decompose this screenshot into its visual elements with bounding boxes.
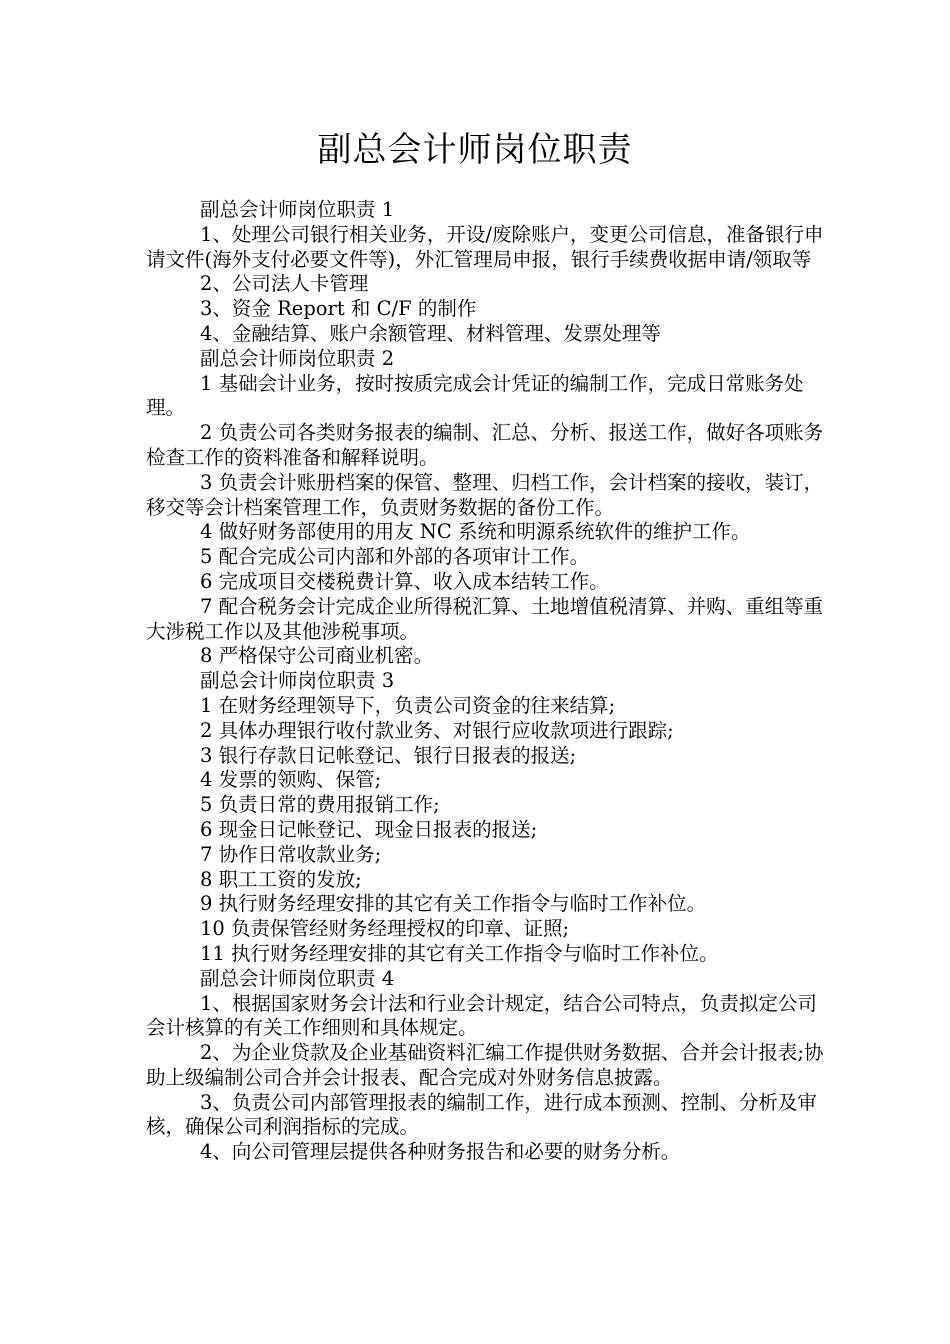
paragraph: 3、负责公司内部管理报表的编制工作，进行成本预测、控制、分析及审核，确保公司利润指标的完成。 xyxy=(146,1090,817,1139)
section-heading-2: 副总会计师岗位职责 2 xyxy=(200,346,395,370)
paragraph: 2、为企业贷款及企业基础资料汇编工作提供财务数据、合并会计报表;协助上级编制公司合并会计报表、配合完成对外财务信息披露。 xyxy=(146,1041,824,1089)
list-item: 3 银行存款日记帐登记、银行日报表的报送; xyxy=(200,743,577,767)
paragraph: 1 基础会计业务，按时按质完成会计凭证的编制工作，完成日常账务处理。 xyxy=(146,371,804,420)
list-item: 4 发票的领购、保管; xyxy=(200,768,382,792)
list-item: 10 负责保管经财务经理授权的印章、证照; xyxy=(200,917,570,941)
section-heading-1: 副总会计师岗位职责 1 xyxy=(200,198,395,221)
paragraph: 1、根据国家财务会计法和行业会计规定，结合公司特点，负责拟定公司会计核算的有关工作细则和具体规定。 xyxy=(146,991,817,1040)
list-item: 2 具体办理银行收付款业务、对银行应收款项进行跟踪; xyxy=(200,718,674,742)
document-body xyxy=(146,198,826,1165)
paragraph: 8 严格保守公司商业机密。 xyxy=(200,644,434,668)
paragraph: 4 做好财务部使用的用友 NC 系统和明源系统软件的维护工作。 xyxy=(200,520,751,544)
paragraph: 2 负责公司各类财务报表的编制、汇总、分析、报送工作，做好各项账务检查工作的资料准备和解释说明。 xyxy=(146,421,824,469)
list-item: 5 负责日常的费用报销工作; xyxy=(200,793,440,817)
document-title: 副总会计师岗位职责 xyxy=(317,130,633,170)
paragraph: 1、处理公司银行相关业务，开设/废除账户，变更公司信息，准备银行申请文件(海外支付必要文件等)，外汇管理局申报，银行手续费收据申请/领取等 xyxy=(146,222,824,271)
paragraph: 6 完成项目交楼税费计算、收入成本结转工作。 xyxy=(200,569,609,593)
list-item: 1 在财务经理领导下，负责公司资金的往来结算; xyxy=(200,693,616,717)
paragraph: 5 配合完成公司内部和外部的各项审计工作。 xyxy=(200,545,590,569)
list-item: 6 现金日记帐登记、现金日报表的报送; xyxy=(200,817,538,841)
paragraph: 4、向公司管理层提供各种财务报告和必要的财务分析。 xyxy=(200,1140,681,1164)
list-item: 7 协作日常收款业务; xyxy=(200,842,382,866)
paragraph: 7 配合税务会计完成企业所得税汇算、土地增值税清算、并购、重组等重大涉税工作以及其他涉税事项。 xyxy=(146,594,824,643)
paragraph: 2、公司法人卡管理 xyxy=(200,272,369,296)
list-item: 8 职工工资的发放; xyxy=(200,867,362,891)
section-heading-3: 副总会计师岗位职责 3 xyxy=(200,669,395,693)
paragraph: 3、资金 Report 和 C/F 的制作 xyxy=(200,297,477,321)
section-heading-4: 副总会计师岗位职责 4 xyxy=(200,966,395,990)
paragraph: 4、金融结算、账户余额管理、材料管理、发票处理等 xyxy=(200,321,661,345)
paragraph: 3 负责会计账册档案的保管、整理、归档工作，会计档案的接收，装订，移交等会计档案管理工作，负责财务数据的备份工作。 xyxy=(146,470,824,519)
list-item: 9 执行财务经理安排的其它有关工作指令与临时工作补位。 xyxy=(200,892,707,916)
list-item: 11 执行财务经理安排的其它有关工作指令与临时工作补位。 xyxy=(200,941,719,965)
